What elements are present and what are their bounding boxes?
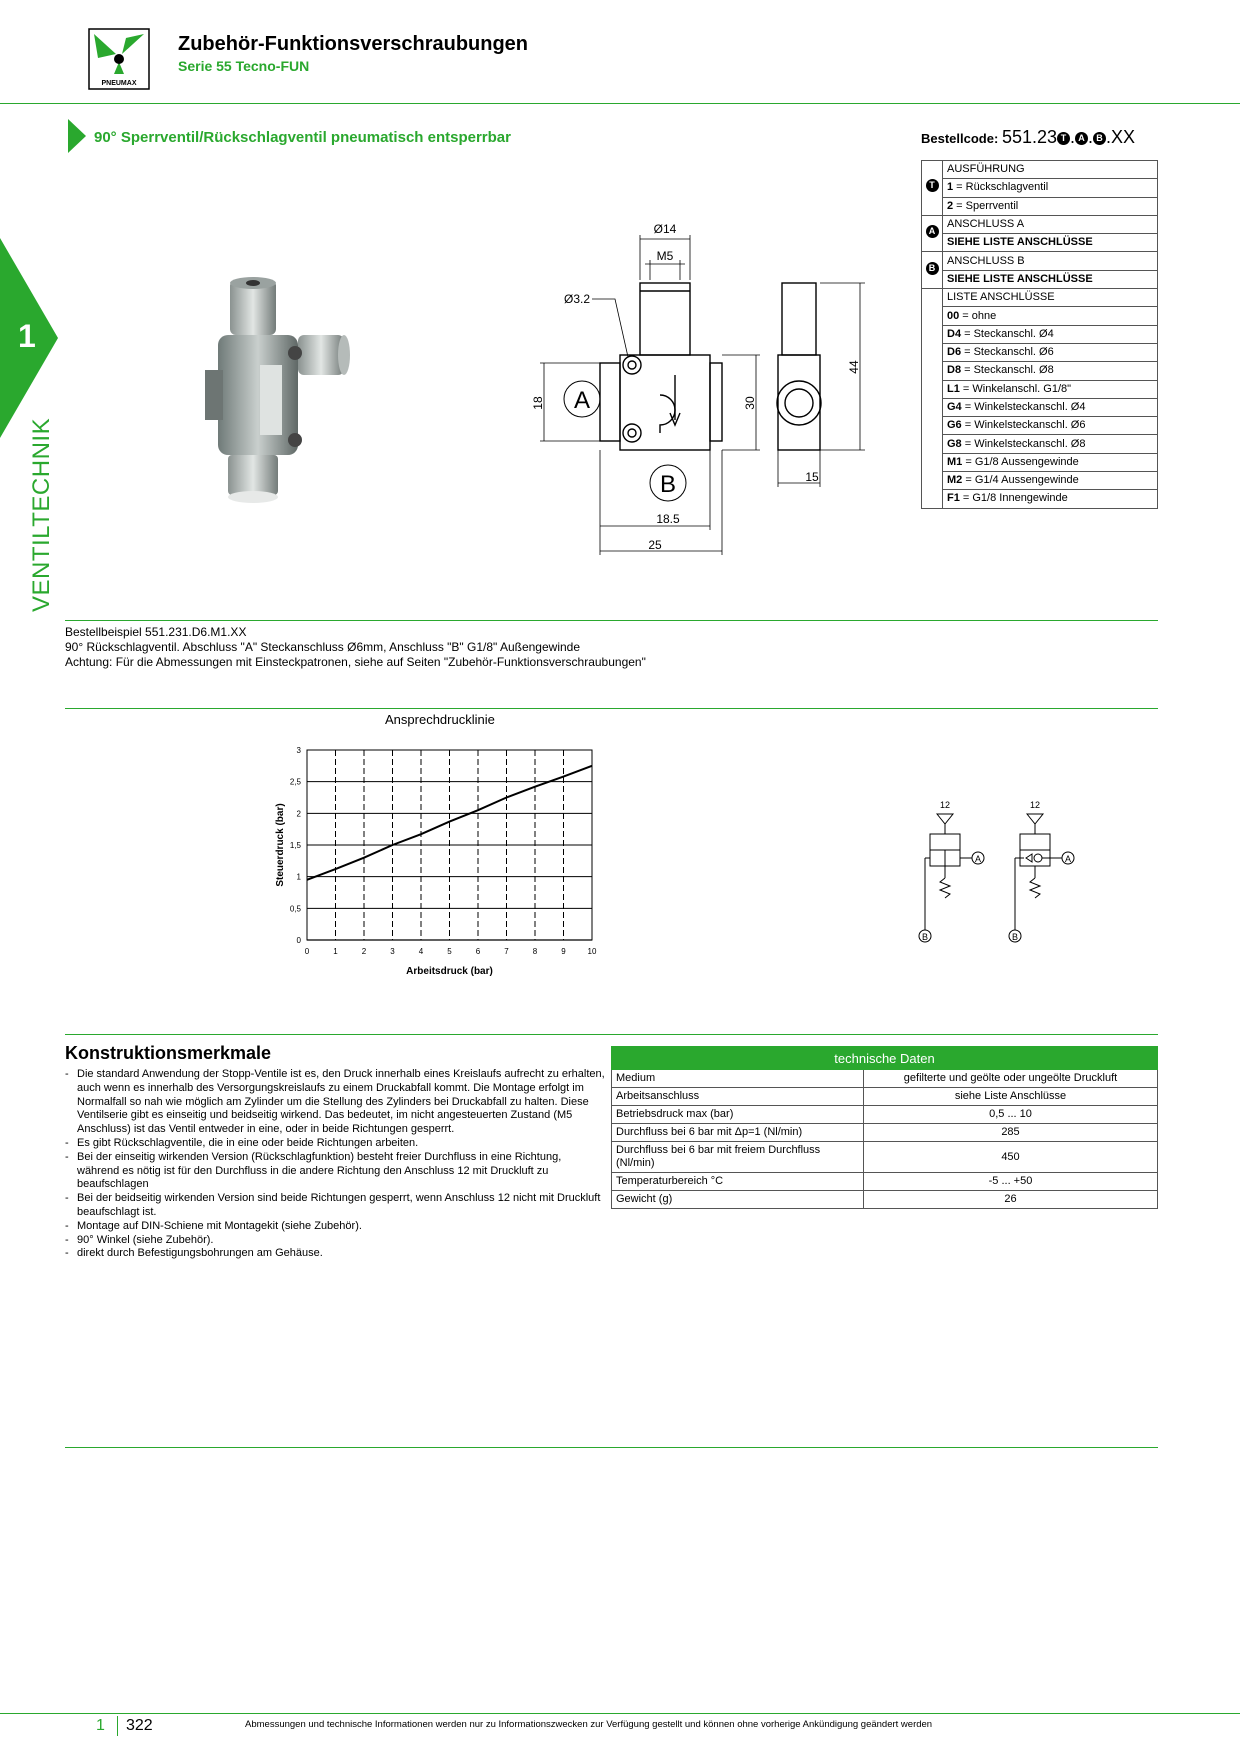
list-item: - direkt durch Befestigungsbohrungen am Gehäuse.: [65, 1247, 605, 1261]
footer-separator: [117, 1716, 118, 1736]
liste-item: G6 = Winkelsteckanschl. Ø6: [943, 417, 1158, 435]
header-title: Zubehör-Funktionsverschraubungen: [178, 33, 529, 55]
footer-chapter: 1: [96, 1717, 105, 1734]
divider: [65, 620, 1158, 621]
x-tick-label: 3: [390, 947, 395, 956]
divider: [65, 708, 1158, 709]
footer-disclaimer: Abmessungen und technische Informationen werden nur zu Informationszwecken zur Verfügung gestellt und können ohne vorherige Ankündigung geändert werden: [245, 1719, 933, 1730]
order-code-dot: .: [1088, 127, 1094, 147]
order-code: [921, 127, 1135, 148]
port-a-label: A: [573, 387, 591, 414]
y-tick-label: 2: [296, 809, 301, 819]
divider: [65, 1447, 1158, 1448]
x-tick-label: 9: [561, 947, 566, 956]
x-tick-label: 6: [475, 947, 481, 956]
list-item: - Die standard Anwendung der Stopp-Ventile ist es, den Druck innerhalb eines Kreislaufs aufrecht zu erhalten, auch wenn es innerhalb des Versorgungskreislaufs zu einem Druckabfall kommt. Die Montage erfolgt im Normalfall so nah wie möglich am Zylinder um die Stellung des Zylinders bei Druckabfall zu halten. Diese Ventilserie gibt es einseitig und beidseitig wirkend. Das bedeutet, im nicht angesteuerten Zustand (M5 Anschluss) ist das Ventil entweder in eine, oder in beide Richtungen gesperrt.: [65, 1068, 605, 1137]
response-pressure-chart: [262, 740, 632, 1000]
ausfuehrung-option-1: 1 = Rückschlagventil: [943, 179, 1158, 197]
symbol-12-label: 12: [1029, 800, 1041, 810]
list-item: - 90° Winkel (siehe Zubehör).: [65, 1234, 605, 1248]
list-item: - Es gibt Rückschlagventile, die in eine oder beide Richtungen arbeiten.: [65, 1137, 605, 1151]
order-code-b: B: [1093, 132, 1106, 145]
liste-header: LISTE ANSCHLÜSSE: [943, 289, 1158, 307]
symbol-double: [1009, 814, 1074, 942]
table-row: Arbeitsanschluss siehe Liste Anschlüsse: [612, 1088, 1158, 1106]
chapter-number: 1: [18, 318, 36, 354]
tech-header: technische Daten: [612, 1047, 1158, 1070]
order-code-a: A: [1075, 132, 1088, 145]
symbol-12-label: 12: [939, 800, 951, 810]
x-tick-label: 1: [333, 947, 338, 956]
x-tick-label: 5: [447, 947, 452, 956]
divider: [65, 1034, 1158, 1035]
section-arrow-icon: [68, 119, 86, 153]
y-tick-label: 3: [296, 746, 301, 755]
symbol-port-a: A: [974, 854, 982, 864]
y-tick-label: 0,5: [289, 904, 301, 914]
port-b-label: B: [659, 471, 677, 498]
key-t: T: [926, 179, 939, 192]
table-row: Durchfluss bei 6 bar mit freiem Durchfluss (Nl/min) 450: [612, 1142, 1158, 1173]
key-a: A: [926, 225, 939, 238]
dim-m5: M5: [656, 249, 674, 263]
order-example: [65, 625, 646, 670]
list-item: - Bei der beidseitig wirkenden Version sind beide Richtungen gesperrt, wenn Anschluss 12 nicht mit Druckluft beaufschlagt ist.: [65, 1192, 605, 1220]
table-row: Temperaturbereich °C -5 ... +50: [612, 1173, 1158, 1191]
x-tick-label: 8: [532, 947, 538, 956]
product-photo: [200, 275, 360, 505]
order-code-label: Bestellcode:: [921, 131, 999, 146]
dim-44: 44: [847, 360, 861, 374]
table-row: Gewicht (g) 26: [612, 1191, 1158, 1209]
list-item: - Montage auf DIN-Schiene mit Montagekit (siehe Zubehör).: [65, 1220, 605, 1234]
dim-d32: Ø3.2: [563, 292, 590, 306]
dim-25: 25: [648, 538, 662, 552]
liste-item: G4 = Winkelsteckanschl. Ø4: [943, 398, 1158, 416]
chapter-label: VENTILTECHNIK: [28, 417, 55, 612]
anschluss-a-header: ANSCHLUSS A: [943, 215, 1158, 233]
footer-divider: [0, 1713, 1240, 1714]
liste-item: M1 = G1/8 Aussengewinde: [943, 453, 1158, 471]
logo-text: PNEUMAX: [101, 80, 137, 87]
liste-item: M2 = G1/4 Aussengewinde: [943, 472, 1158, 490]
header-divider: [0, 103, 1240, 104]
dim-d14: Ø14: [653, 222, 677, 236]
x-tick-label: 0: [304, 947, 310, 956]
x-tick-label: 2: [361, 947, 367, 956]
example-line-1: Bestellbeispiel 551.231.D6.M1.XX: [65, 625, 247, 639]
y-tick-label: 0: [296, 936, 301, 945]
y-tick-label: 2,5: [289, 777, 301, 787]
list-item: - Bei der einseitig wirkenden Version (Rückschlagfunktion) besteht freier Durchfluss in eine Richtung, während es nötig ist für den Durchfluss in die andere Richtung den Anschluss 12 mit Druckluft zu beaufschlagen: [65, 1151, 605, 1192]
order-code-prefix: 551.23: [1001, 127, 1057, 147]
x-axis-label: Arbeitsdruck (bar): [406, 966, 493, 977]
x-tick-label: 7: [504, 947, 509, 956]
liste-item: L1 = Winkelanschl. G1/8": [943, 380, 1158, 398]
liste-item: 00 = ohne: [943, 307, 1158, 325]
anschluss-a-value: SIEHE LISTE ANSCHLÜSSE: [943, 234, 1158, 252]
y-tick-label: 1: [296, 872, 301, 882]
table-row: Betriebsdruck max (bar) 0,5 ... 10: [612, 1106, 1158, 1124]
liste-item: D6 = Steckanschl. Ø6: [943, 343, 1158, 361]
table-row: Medium gefilterte und geölte oder ungeölte Druckluft: [612, 1070, 1158, 1088]
table-row: Durchfluss bei 6 bar mit Δp=1 (Nl/min) 285: [612, 1124, 1158, 1142]
anschluss-b-header: ANSCHLUSS B: [943, 252, 1158, 270]
dim-18-5: 18.5: [656, 512, 680, 526]
example-line-3: Achtung: Für die Abmessungen mit Einsteckpatronen, siehe auf Seiten "Zubehör-Funktionsverschraubungen": [65, 655, 646, 669]
liste-item: F1 = G1/8 Innengewinde: [943, 490, 1158, 508]
pneumax-logo: [88, 28, 150, 90]
chart-title: Ansprechdrucklinie: [385, 712, 495, 727]
ausfuehrung-option-2: 2 = Sperrventil: [943, 197, 1158, 215]
dim-15: 15: [805, 470, 819, 484]
example-line-2: 90° Rückschlagventil. Abschluss "A" Steckanschluss Ø6mm, Anschluss "B" G1/8" Außengewinde: [65, 640, 581, 654]
technical-data-table: [611, 1046, 1158, 1209]
liste-item: G8 = Winkelsteckanschl. Ø8: [943, 435, 1158, 453]
page-number: 322: [126, 1717, 153, 1734]
technical-drawing: [520, 215, 890, 560]
y-tick-label: 1,5: [289, 841, 301, 850]
options-table: [921, 160, 1158, 509]
features-list: [65, 1068, 605, 1261]
anschluss-b-value: SIEHE LISTE ANSCHLÜSSE: [943, 270, 1158, 288]
order-code-t: T: [1057, 132, 1070, 145]
liste-item: D4 = Steckanschl. Ø4: [943, 325, 1158, 343]
header-subtitle: Serie 55 Tecno-FUN: [178, 58, 310, 74]
symbol-single: [919, 814, 984, 942]
symbol-port-b: B: [921, 932, 929, 942]
symbol-port-a: A: [1064, 854, 1072, 864]
pneumatic-symbols: [900, 790, 1080, 950]
liste-item: D8 = Steckanschl. Ø8: [943, 362, 1158, 380]
dim-30: 30: [743, 396, 757, 410]
features-title: Konstruktionsmerkmale: [65, 1043, 272, 1063]
order-code-suffix: .XX: [1106, 127, 1136, 147]
ausfuehrung-header: AUSFÜHRUNG: [943, 161, 1158, 179]
key-b: B: [926, 262, 939, 275]
x-tick-label: 4: [418, 947, 424, 956]
order-code-dot: .: [1070, 127, 1076, 147]
dim-18: 18: [531, 396, 545, 410]
section-title: 90° Sperrventil/Rückschlagventil pneumatisch entsperrbar: [94, 129, 511, 146]
symbol-port-b: B: [1011, 932, 1019, 942]
y-axis-label: Steuerdruck (bar): [275, 803, 286, 887]
x-tick-label: 10: [587, 947, 597, 956]
